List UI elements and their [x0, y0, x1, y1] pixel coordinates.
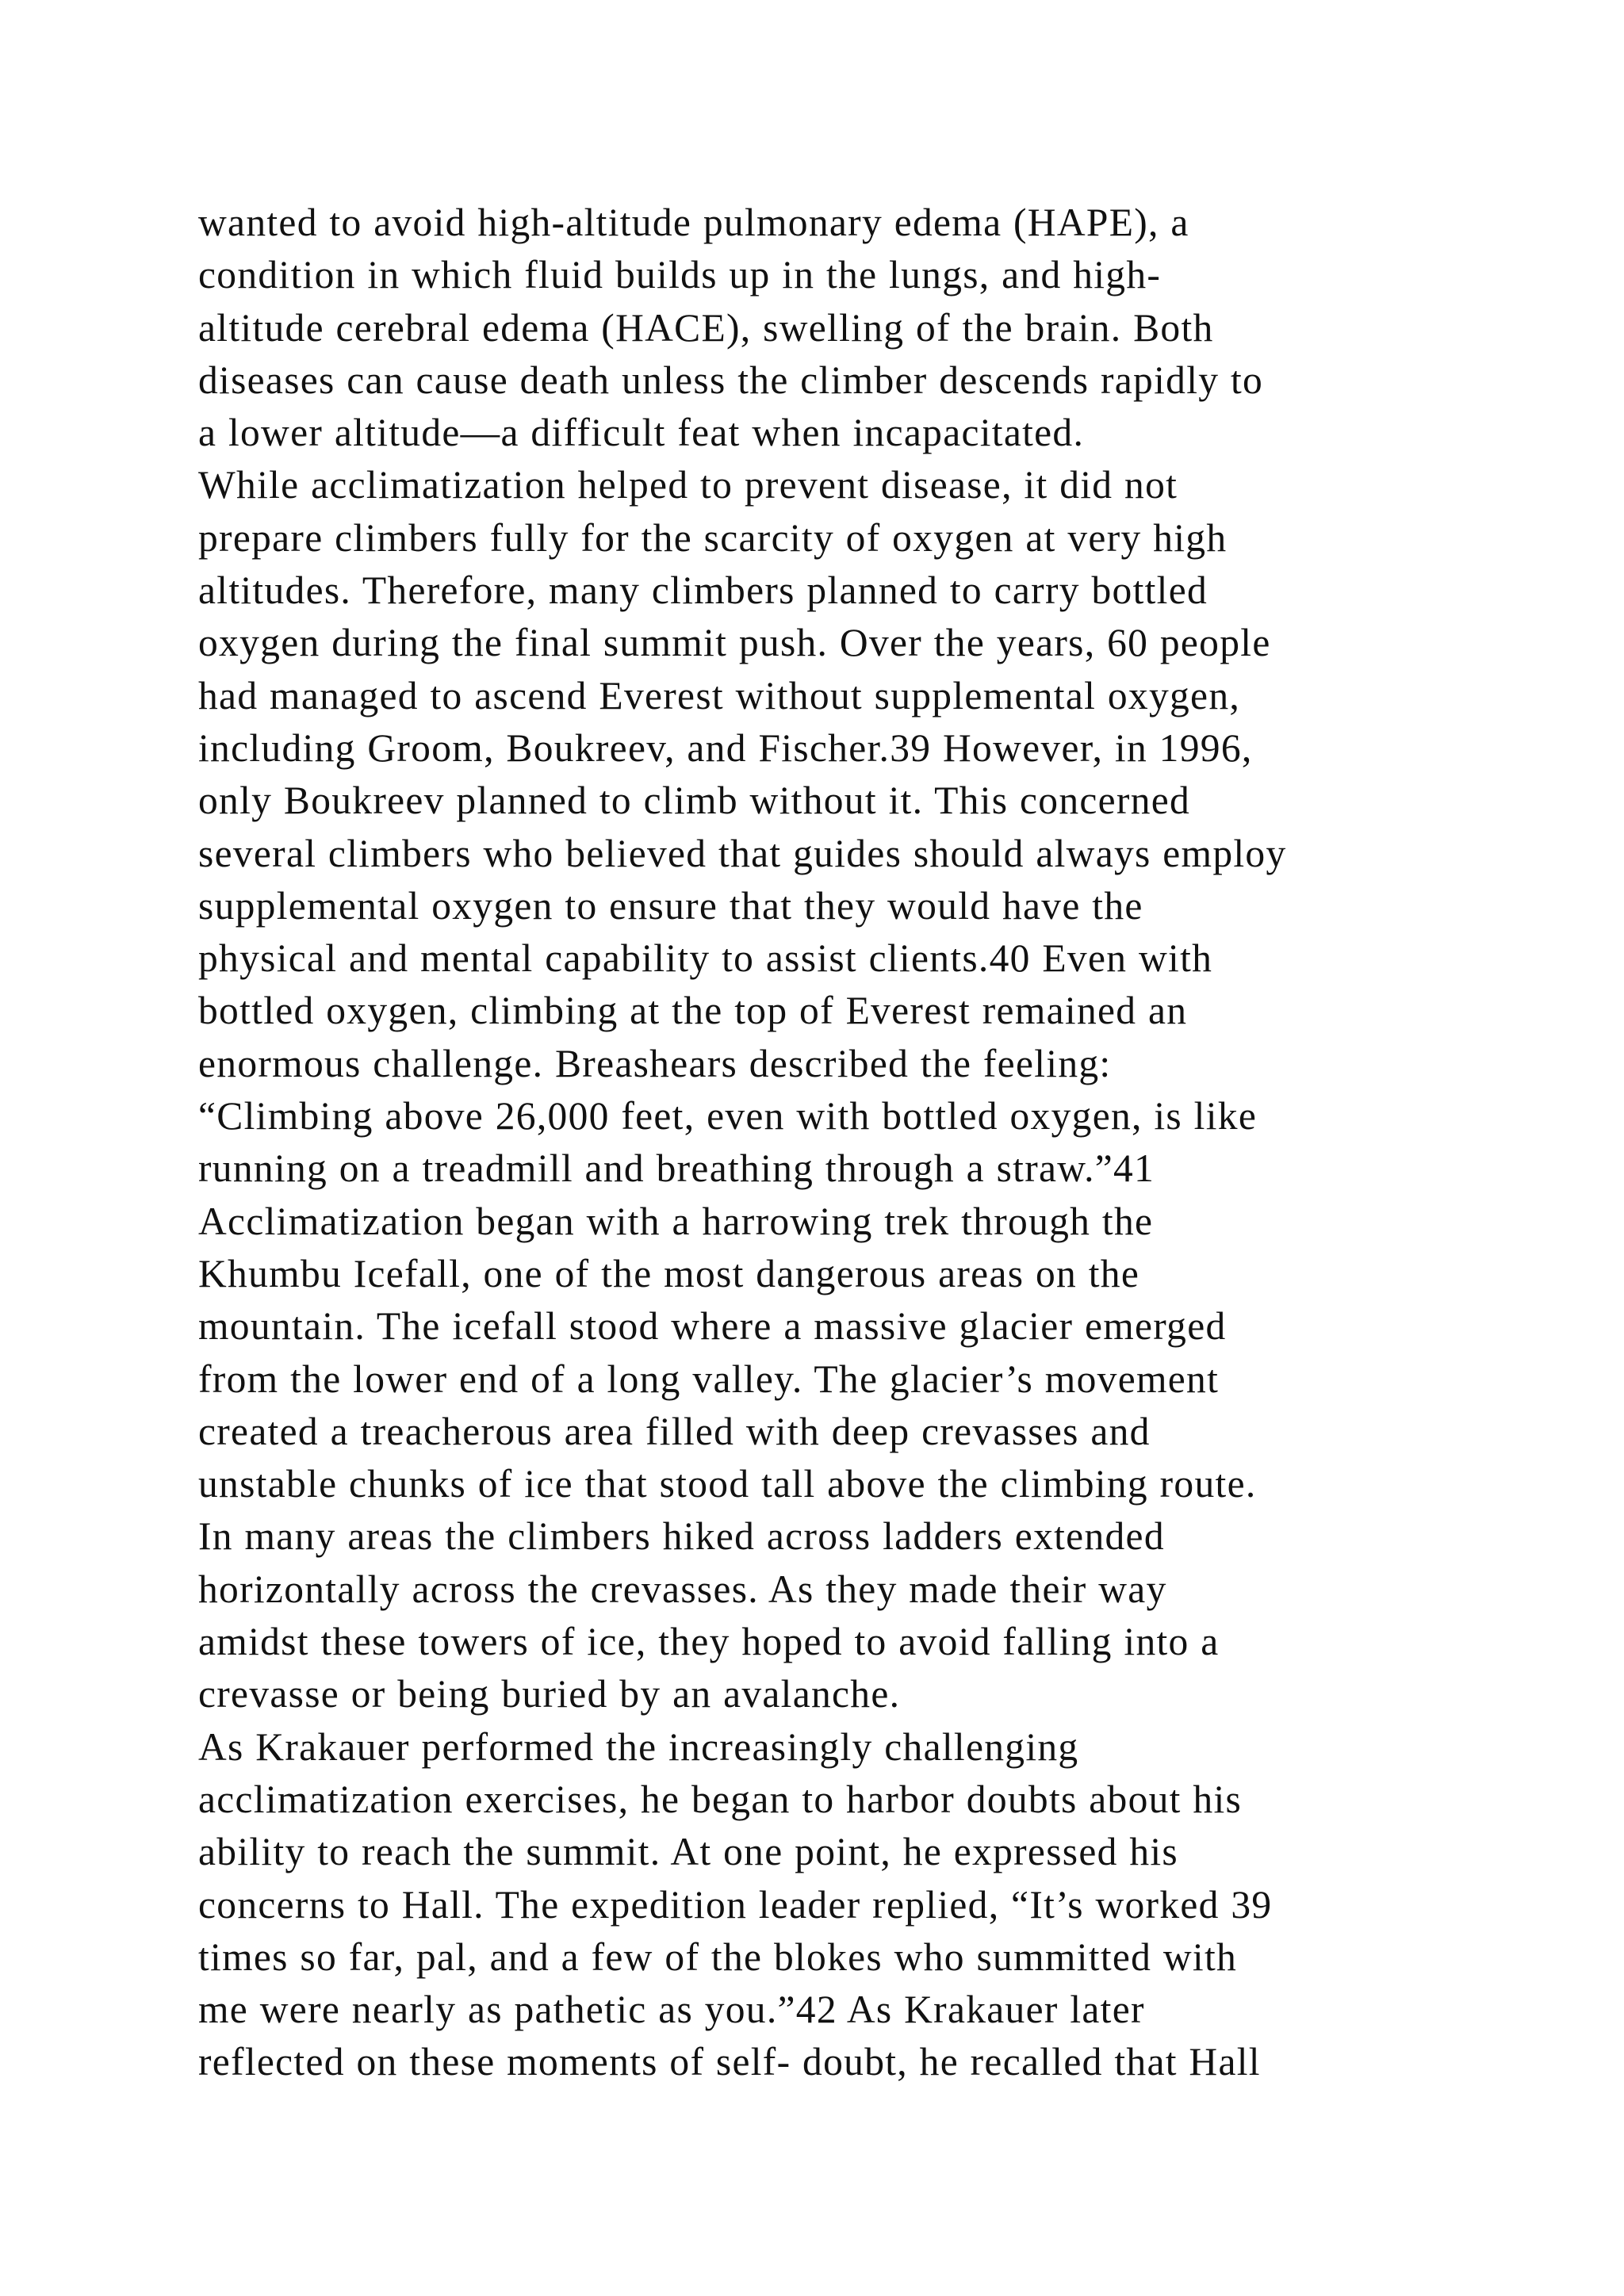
text-line: diseases can cause death unless the climber descends rapidly to — [198, 358, 1264, 402]
text-line: crevasse or being buried by an avalanche. — [198, 1672, 901, 1716]
text-line: Acclimatization began with a harrowing trek through the — [198, 1199, 1154, 1243]
text-line: bottled oxygen, climbing at the top of Everest remained an — [198, 989, 1188, 1033]
text-line: running on a treadmill and breathing through a straw.”41 — [198, 1146, 1155, 1191]
text-line: enormous challenge. Breashears described the feeling: — [198, 1041, 1112, 1085]
text-line: While acclimatization helped to prevent disease, it did not — [198, 463, 1178, 507]
text-line: mountain. The icefall stood where a massive glacier emerged — [198, 1304, 1227, 1349]
text-line: created a treacherous area filled with deep crevasses and — [198, 1409, 1151, 1453]
text-line: several climbers who believed that guides should always employ — [198, 831, 1287, 875]
text-line: prepare climbers fully for the scarcity of oxygen at very high — [198, 515, 1228, 560]
text-line: me were nearly as pathetic as you.”42 As Krakauer later — [198, 1988, 1145, 2032]
text-line: concerns to Hall. The expedition leader replied, “It’s worked 39 — [198, 1882, 1273, 1927]
text-line: acclimatization exercises, he began to harbor doubts about his — [198, 1777, 1243, 1821]
text-line: horizontally across the crevasses. As they made their way — [198, 1567, 1167, 1611]
text-line: condition in which fluid builds up in the lungs, and high- — [198, 253, 1162, 297]
text-line: times so far, pal, and a few of the blokes who summitted with — [198, 1934, 1238, 1979]
text-line: As Krakauer performed the increasingly challenging — [198, 1724, 1079, 1769]
text-line: a lower altitude—a difficult feat when incapacitated. — [198, 411, 1085, 455]
text-line: altitude cerebral edema (HACE), swelling of the brain. Both — [198, 305, 1214, 350]
text-line: only Boukreev planned to climb without it. This concerned — [198, 779, 1191, 823]
text-line: reflected on these moments of self- doubt, he recalled that Hall — [198, 2040, 1261, 2084]
text-line: supplemental oxygen to ensure that they would have the — [198, 883, 1143, 928]
text-line: ability to reach the summit. At one point, he expressed his — [198, 1830, 1178, 1874]
text-line: had managed to ascend Everest without supplemental oxygen, — [198, 673, 1241, 718]
text-line: oxygen during the final summit push. Over the years, 60 people — [198, 621, 1271, 665]
text-line: including Groom, Boukreev, and Fischer.39 However, in 1996, — [198, 725, 1253, 770]
text-line: amidst these towers of ice, they hoped to avoid falling into a — [198, 1620, 1220, 1664]
text-line: physical and mental capability to assist clients.40 Even with — [198, 936, 1213, 981]
text-line: “Climbing above 26,000 feet, even with bottled oxygen, is like — [198, 1094, 1258, 1138]
text-line: from the lower end of a long valley. The glacier’s movement — [198, 1357, 1220, 1401]
text-line: altitudes. Therefore, many climbers planned to carry bottled — [198, 568, 1208, 613]
document-page — [198, 197, 1515, 2089]
text-line: Khumbu Icefall, one of the most dangerous areas on the — [198, 1251, 1140, 1295]
text-line: wanted to avoid high-altitude pulmonary edema (HAPE), a — [198, 201, 1189, 244]
text-line: In many areas the climbers hiked across ladders extended — [198, 1514, 1165, 1559]
text-line: unstable chunks of ice that stood tall above the climbing route. — [198, 1462, 1257, 1506]
